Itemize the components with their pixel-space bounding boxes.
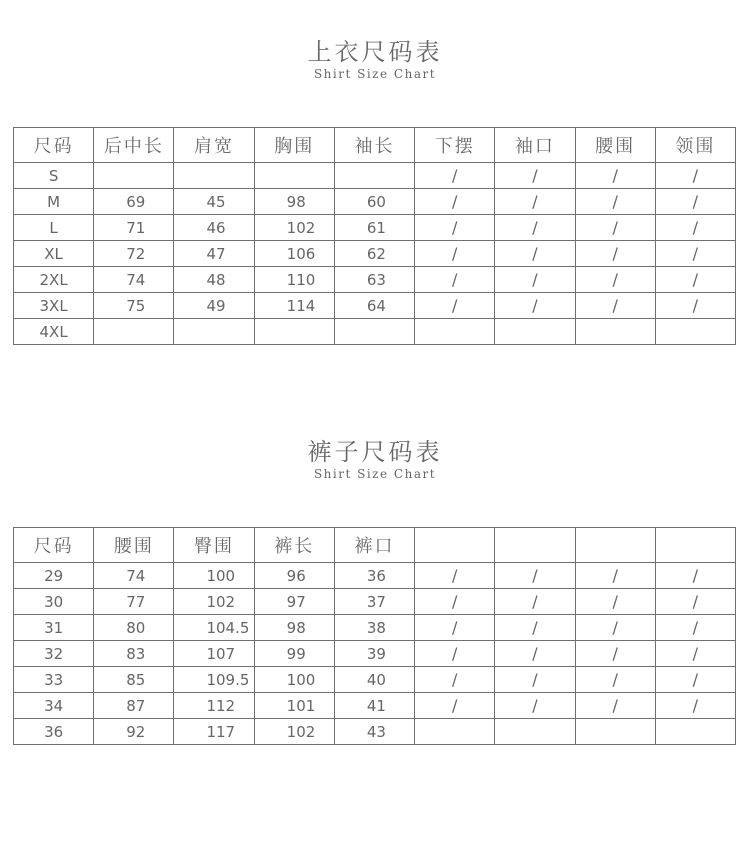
table-cell: 43 <box>334 719 414 745</box>
table-cell: / <box>655 615 735 641</box>
table-cell <box>575 319 655 345</box>
table-cell: / <box>415 589 495 615</box>
table-cell: 38 <box>334 615 414 641</box>
size-label-cell: 29 <box>14 563 94 589</box>
table-row <box>14 241 736 267</box>
table-cell: / <box>415 163 495 189</box>
table-cell: 69 <box>94 189 174 215</box>
table-row <box>14 293 736 319</box>
table-row <box>14 215 736 241</box>
table-cell: / <box>575 615 655 641</box>
table-cell: / <box>495 641 575 667</box>
table-cell: / <box>495 241 575 267</box>
table-cell: / <box>415 267 495 293</box>
table-row <box>14 563 736 589</box>
table-cell: 112 <box>174 693 254 719</box>
table-cell: 107 <box>174 641 254 667</box>
table-cell: / <box>495 215 575 241</box>
table-cell: / <box>655 293 735 319</box>
shirt-header-row <box>14 128 736 163</box>
pants-size-chart-title <box>0 438 750 482</box>
size-label-cell: 3XL <box>14 293 94 319</box>
size-label-cell: M <box>14 189 94 215</box>
table-cell: 92 <box>94 719 174 745</box>
table-cell: 37 <box>334 589 414 615</box>
table-cell: 96 <box>254 563 334 589</box>
size-label-cell: 33 <box>14 667 94 693</box>
table-cell: 77 <box>94 589 174 615</box>
table-cell: 72 <box>94 241 174 267</box>
table-cell: 46 <box>174 215 254 241</box>
table-cell: / <box>495 615 575 641</box>
shirt-header-cell: 腰围 <box>575 128 655 163</box>
table-cell: 47 <box>174 241 254 267</box>
shirt-header-cell: 尺码 <box>14 128 94 163</box>
table-cell: / <box>655 563 735 589</box>
table-cell: 101 <box>254 693 334 719</box>
table-row <box>14 163 736 189</box>
shirt-header-cell: 领围 <box>655 128 735 163</box>
table-cell: / <box>415 693 495 719</box>
table-cell: / <box>575 293 655 319</box>
table-row <box>14 615 736 641</box>
pants-header-cell <box>575 528 655 563</box>
pants-header-cell <box>655 528 735 563</box>
table-cell: / <box>575 267 655 293</box>
table-row <box>14 719 736 745</box>
table-cell: / <box>655 241 735 267</box>
size-label-cell: 30 <box>14 589 94 615</box>
shirt-header-cell: 下摆 <box>415 128 495 163</box>
table-row <box>14 667 736 693</box>
table-cell: 102 <box>174 589 254 615</box>
pants-size-table <box>13 527 736 745</box>
shirt-table-body <box>14 163 736 345</box>
size-label-cell: 4XL <box>14 319 94 345</box>
table-cell: / <box>495 589 575 615</box>
table-cell: 71 <box>94 215 174 241</box>
table-cell: 49 <box>174 293 254 319</box>
pants-header-cell <box>415 528 495 563</box>
table-cell: 100 <box>174 563 254 589</box>
table-cell: 61 <box>334 215 414 241</box>
table-cell: / <box>575 589 655 615</box>
pants-header-cell: 臀围 <box>174 528 254 563</box>
shirt-header-cell: 袖长 <box>334 128 414 163</box>
table-cell: / <box>655 163 735 189</box>
table-cell: 40 <box>334 667 414 693</box>
table-cell: / <box>415 293 495 319</box>
table-cell: 39 <box>334 641 414 667</box>
size-label-cell: 31 <box>14 615 94 641</box>
shirt-header-cell: 袖口 <box>495 128 575 163</box>
size-label-cell: 36 <box>14 719 94 745</box>
table-cell: 80 <box>94 615 174 641</box>
table-cell <box>94 319 174 345</box>
table-cell: / <box>495 163 575 189</box>
pants-header-cell: 尺码 <box>14 528 94 563</box>
table-cell: / <box>655 693 735 719</box>
table-cell <box>415 719 495 745</box>
table-cell: / <box>415 189 495 215</box>
table-cell: 99 <box>254 641 334 667</box>
table-cell <box>94 163 174 189</box>
table-cell: 100 <box>254 667 334 693</box>
table-cell: 62 <box>334 241 414 267</box>
table-cell: 102 <box>254 215 334 241</box>
table-cell <box>254 163 334 189</box>
table-cell <box>655 319 735 345</box>
table-cell: 106 <box>254 241 334 267</box>
table-cell: / <box>495 693 575 719</box>
table-cell: 74 <box>94 267 174 293</box>
table-cell <box>334 319 414 345</box>
table-row <box>14 189 736 215</box>
table-cell: / <box>575 189 655 215</box>
table-row <box>14 693 736 719</box>
table-cell: / <box>575 667 655 693</box>
table-cell: / <box>575 563 655 589</box>
table-cell <box>254 319 334 345</box>
size-label-cell: XL <box>14 241 94 267</box>
table-cell <box>334 163 414 189</box>
table-cell: 114 <box>254 293 334 319</box>
table-cell: / <box>655 215 735 241</box>
table-cell: / <box>655 267 735 293</box>
table-cell: 83 <box>94 641 174 667</box>
shirt-title-en: Shirt Size Chart <box>313 67 437 81</box>
size-label-cell: L <box>14 215 94 241</box>
shirt-size-chart-title <box>0 38 750 82</box>
table-cell: 87 <box>94 693 174 719</box>
table-cell: / <box>495 667 575 693</box>
table-cell: 109.5 <box>174 667 254 693</box>
table-cell: 63 <box>334 267 414 293</box>
table-cell: 48 <box>174 267 254 293</box>
shirt-header-cell: 肩宽 <box>174 128 254 163</box>
size-label-cell: 34 <box>14 693 94 719</box>
table-cell: / <box>495 189 575 215</box>
size-label-cell: S <box>14 163 94 189</box>
table-cell <box>495 319 575 345</box>
table-cell: 98 <box>254 615 334 641</box>
table-cell: 110 <box>254 267 334 293</box>
shirt-title-cn: 上衣尺码表 <box>307 38 443 66</box>
table-cell: / <box>415 215 495 241</box>
size-label-cell: 32 <box>14 641 94 667</box>
pants-header-row <box>14 528 736 563</box>
table-row <box>14 319 736 345</box>
table-cell: 75 <box>94 293 174 319</box>
size-label-cell: 2XL <box>14 267 94 293</box>
table-cell: 104.5 <box>174 615 254 641</box>
table-cell: / <box>575 163 655 189</box>
table-cell: / <box>415 563 495 589</box>
table-cell: / <box>655 667 735 693</box>
table-cell: / <box>415 641 495 667</box>
shirt-header-cell: 后中长 <box>94 128 174 163</box>
shirt-size-table <box>13 127 736 345</box>
table-cell: / <box>575 641 655 667</box>
table-cell: / <box>575 215 655 241</box>
table-row <box>14 267 736 293</box>
shirt-header-cell: 胸围 <box>254 128 334 163</box>
table-cell: / <box>415 667 495 693</box>
table-cell: 64 <box>334 293 414 319</box>
table-cell: 85 <box>94 667 174 693</box>
table-cell: / <box>575 241 655 267</box>
table-cell: / <box>655 589 735 615</box>
table-cell: / <box>575 693 655 719</box>
table-cell: / <box>495 267 575 293</box>
table-cell: 102 <box>254 719 334 745</box>
table-cell: 117 <box>174 719 254 745</box>
table-cell <box>575 719 655 745</box>
table-cell: / <box>415 615 495 641</box>
table-cell: / <box>415 241 495 267</box>
pants-title-cn: 裤子尺码表 <box>307 438 443 466</box>
table-cell: 36 <box>334 563 414 589</box>
pants-header-cell: 裤长 <box>254 528 334 563</box>
table-cell: 98 <box>254 189 334 215</box>
table-cell: / <box>495 293 575 319</box>
table-cell <box>495 719 575 745</box>
pants-header-cell: 腰围 <box>94 528 174 563</box>
table-cell: / <box>655 641 735 667</box>
table-row <box>14 589 736 615</box>
pants-header-cell <box>495 528 575 563</box>
table-cell <box>655 719 735 745</box>
table-cell: 45 <box>174 189 254 215</box>
table-cell: 60 <box>334 189 414 215</box>
pants-title-en: Shirt Size Chart <box>313 467 437 481</box>
table-cell: 74 <box>94 563 174 589</box>
pants-header-cell: 裤口 <box>334 528 414 563</box>
table-cell <box>174 319 254 345</box>
table-cell: / <box>655 189 735 215</box>
table-cell: 97 <box>254 589 334 615</box>
table-row <box>14 641 736 667</box>
table-cell: 41 <box>334 693 414 719</box>
table-cell <box>174 163 254 189</box>
table-cell: / <box>495 563 575 589</box>
table-cell <box>415 319 495 345</box>
pants-table-body <box>14 563 736 745</box>
